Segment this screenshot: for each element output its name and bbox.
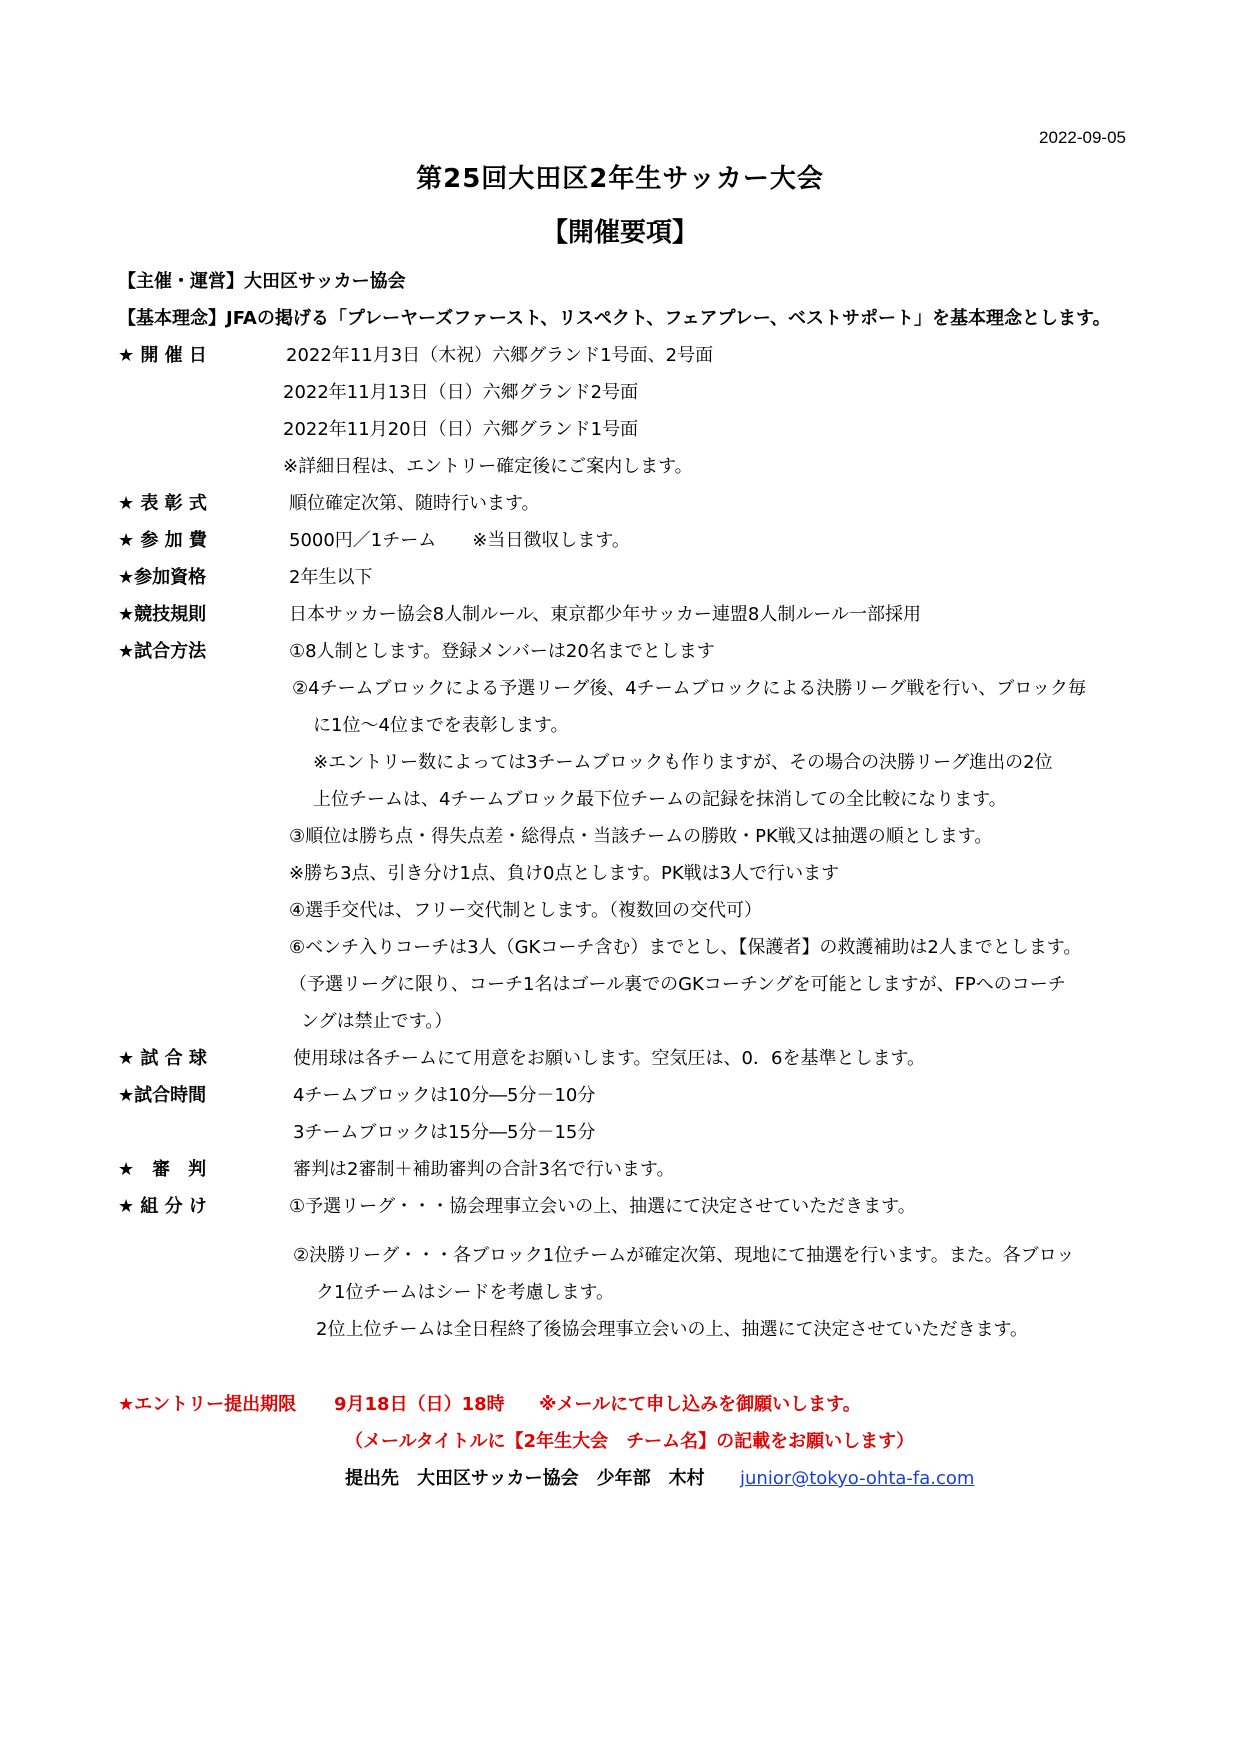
entry-deadline-value: 9月18日（日）18時 — [334, 1394, 505, 1415]
document-date: 2022-09-05 — [1039, 128, 1126, 147]
submit-to: 提出先 大田区サッカー協会 少年部 木村 — [345, 1468, 705, 1489]
fee-label: ★ 参 加 費 — [118, 530, 207, 551]
dates-line-2: 2022年11月13日（日）六郷グランド2号面 — [283, 382, 639, 403]
eligibility-label: ★参加資格 — [118, 567, 207, 588]
method-label: ★試合方法 — [118, 641, 207, 662]
ball-label: ★ 試 合 球 — [118, 1048, 207, 1069]
method-line-1: ①8人制とします。登録メンバーは20名までとします — [289, 641, 715, 662]
referee-line: 審判は2審制＋補助審判の合計3名で行います。 — [293, 1159, 675, 1180]
page-title: 第25回大田区2年生サッカー大会 — [416, 164, 824, 194]
ceremony-label: ★ 表 彰 式 — [118, 493, 207, 514]
ball-line: 使用球は各チームにて用意をお願いします。空気圧は、0．6を基準とします。 — [293, 1048, 926, 1069]
method-line-9: ⑥ベンチ入りコーチは3人（GKコーチ含む）までとし、【保護者】の救護補助は2人までとします。 — [289, 937, 1082, 958]
organizer-line: 【主催・運営】大田区サッカー協会 — [118, 271, 406, 292]
rules-label: ★競技規則 — [118, 604, 207, 625]
time-line-1: 4チームブロックは10分―5分－10分 — [293, 1085, 596, 1106]
method-line-8: ④選手交代は、フリー交代制とします。（複数回の交代可） — [289, 900, 762, 921]
method-line-5: 上位チームは、4チームブロック最下位チームの記録を抹消しての全比較になります。 — [313, 789, 1007, 810]
entry-title-note: （メールタイトルに【2年生大会 チーム名】の記載をお願いします） — [345, 1431, 915, 1452]
method-line-6: ③順位は勝ち点・得失点差・総得点・当該チームの勝敗・PK戦又は抽選の順とします。 — [289, 826, 993, 847]
method-line-3: に1位～4位までを表彰します。 — [313, 715, 569, 736]
fee-line: 5000円／1チーム ※当日徴収します。 — [289, 530, 630, 551]
entry-deadline-label: ★エントリー提出期限 — [118, 1394, 297, 1415]
page-subtitle: 【開催要項】 — [541, 218, 698, 248]
dates-label: ★ 開 催 日 — [118, 345, 207, 366]
eligibility-line: 2年生以下 — [289, 567, 373, 588]
dates-line-3: 2022年11月20日（日）六郷グランド1号面 — [283, 419, 639, 440]
method-line-4: ※エントリー数によっては3チームブロックも作りますが、その場合の決勝リーグ進出の2位 — [313, 752, 1053, 773]
time-line-2: 3チームブロックは15分―5分－15分 — [293, 1122, 596, 1143]
method-line-10: （予選リーグに限り、コーチ1名はゴール裏でのGKコーチングを可能としますが、FPへのコーチ — [289, 974, 1066, 995]
dates-note: ※詳細日程は、エントリー確定後にご案内します。 — [283, 456, 693, 477]
grouping-line-3: ク1位チームはシードを考慮します。 — [316, 1282, 615, 1303]
ceremony-line: 順位確定次第、随時行います。 — [289, 493, 540, 514]
method-line-7: ※勝ち3点、引き分け1点、負け0点とします。PK戦は3人で行います — [289, 863, 840, 884]
philosophy-line: 【基本理念】JFAの掲げる「プレーヤーズファースト、リスペクト、フェアプレー、ベストサポート」を基本理念とします。 — [118, 308, 1111, 329]
grouping-line-1: ①予選リーグ・・・協会理事立会いの上、抽選にて決定させていただきます。 — [289, 1196, 916, 1217]
method-line-2: ②4チームブロックによる予選リーグ後、4チームブロックによる決勝リーグ戦を行い、ブロック毎 — [292, 678, 1086, 699]
grouping-label: ★ 組 分 け — [118, 1196, 207, 1217]
referee-label: ★ 審 判 — [118, 1159, 207, 1180]
entry-deadline-note: ※メールにて申し込みを御願いします。 — [539, 1394, 861, 1415]
dates-line-1: 2022年11月3日（木祝）六郷グランド1号面、2号面 — [286, 345, 714, 366]
grouping-line-4: 2位上位チームは全日程終了後協会理事立会いの上、抽選にて決定させていただきます。 — [316, 1319, 1029, 1340]
grouping-line-2: ②決勝リーグ・・・各ブロック1位チームが確定次第、現地にて抽選を行います。また。各ブロッ — [293, 1245, 1075, 1266]
email-link[interactable]: junior@tokyo-ohta-fa.com — [740, 1468, 975, 1489]
rules-line: 日本サッカー協会8人制ルール、東京都少年サッカー連盟8人制ルール一部採用 — [289, 604, 922, 625]
method-line-11: ングは禁止です。） — [301, 1011, 453, 1032]
time-label: ★試合時間 — [118, 1085, 207, 1106]
